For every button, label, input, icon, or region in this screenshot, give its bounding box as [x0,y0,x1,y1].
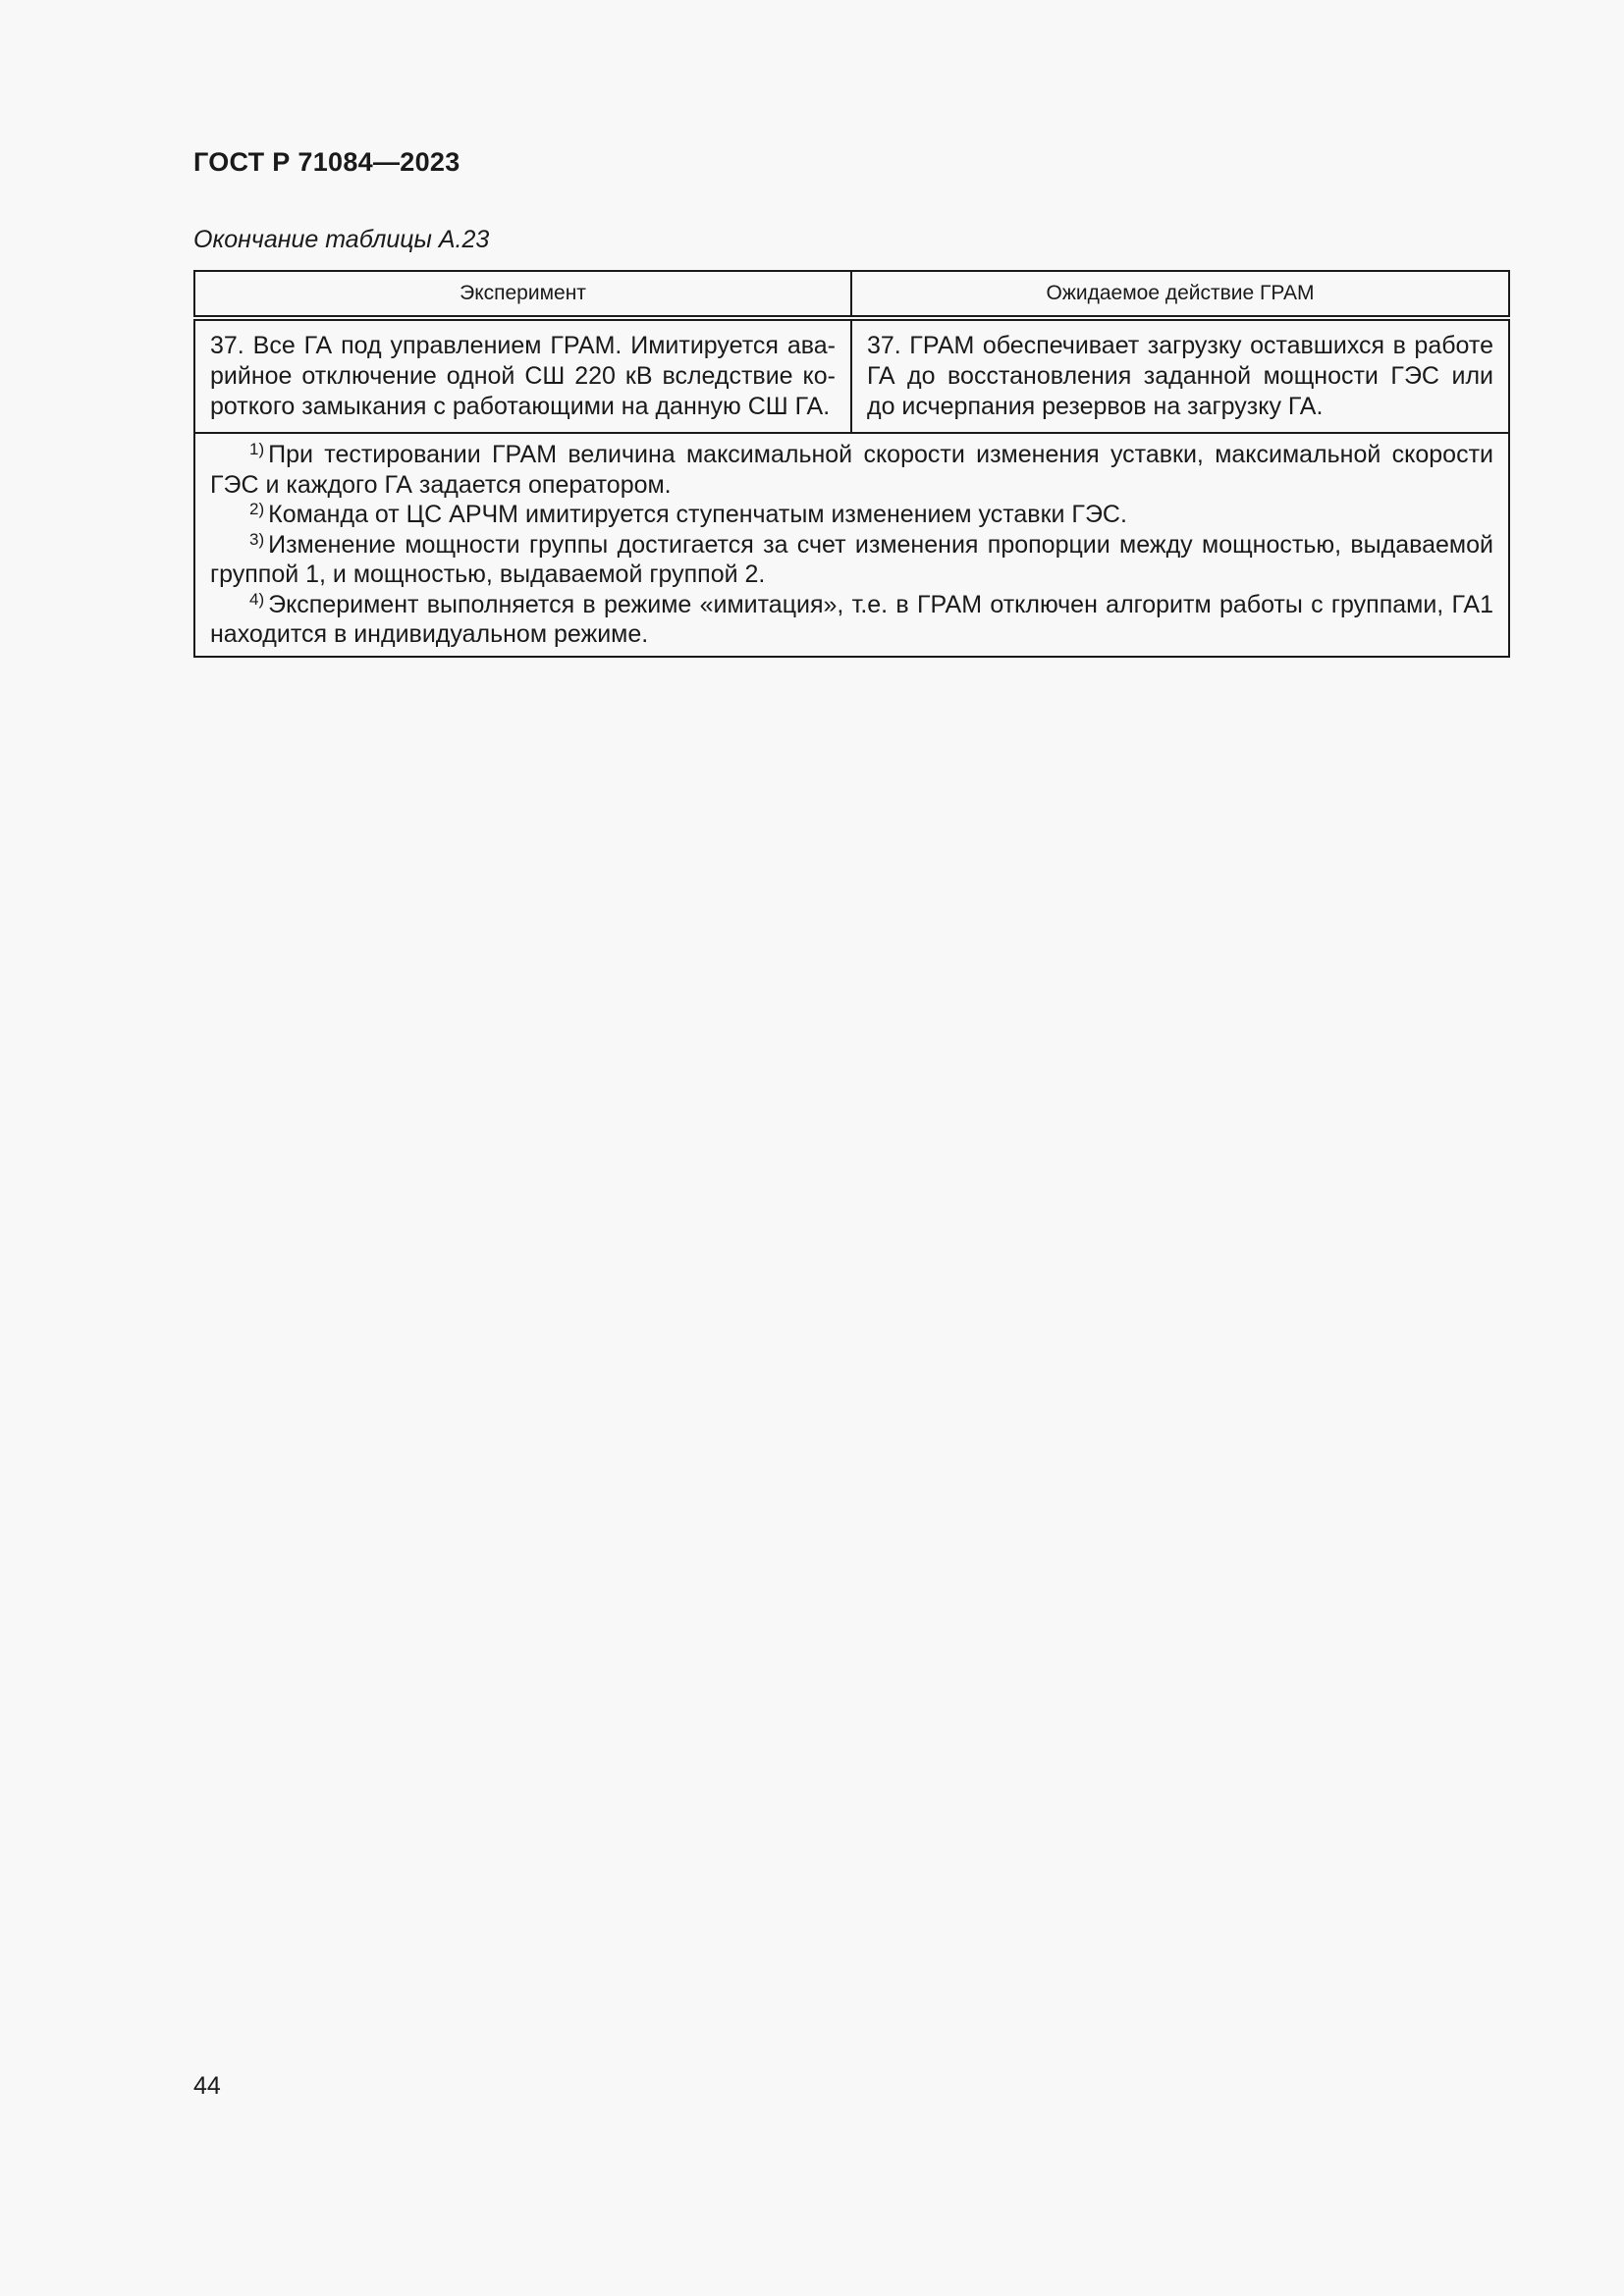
footnote-text: Команда от ЦС АРЧМ имитируется ступенчатым изменением уставки ГЭС. [268,501,1127,528]
footnote-mark: 2) [249,500,265,518]
table-row [194,318,1509,433]
footnote-mark: 1) [249,440,265,458]
footnote [210,500,1493,530]
footnote [210,590,1493,650]
document-code: ГОСТ Р 71084—2023 [193,147,460,177]
footnote [210,440,1493,500]
footnote-text: Изменение мощности группы достигается за счет изменения пропорции между мощностью, выдаваемой группой 1, и мощностью, выдаваемой группой 2. [210,530,1493,588]
table-header-row [194,271,1509,318]
table-caption: Окончание таблицы А.23 [193,226,490,253]
experiment-table [193,270,1510,658]
footnote-mark: 4) [249,589,265,609]
table-notes-row [194,433,1509,657]
footnote-text: Эксперимент выполняется в режиме «имитация», т.е. в ГРАМ отключен алгоритм работы с группами, ГА1 находится в индивидуальном режиме. [210,590,1493,648]
column-header-expected-action: Ожидаемое действие ГРАМ [851,271,1509,318]
experiment-cell: 37. Все ГА под управлением ГРАМ. Имитируется аварийное отключение одной СШ 220 кВ вследствие короткого замыкания с работающими на данную СШ ГА. [194,318,851,433]
footnote [210,530,1493,590]
expected-action-cell: 37. ГРАМ обеспечивает загрузку оставшихся в работе ГА до восстановления заданной мощности ГЭС или до исчерпания резервов на загрузку ГА. [851,318,1509,433]
footnote-text: При тестировании ГРАМ величина максимальной скорости изменения уставки, максимальной скорости ГЭС и каждого ГА задается оператором. [210,441,1493,499]
page-number: 44 [193,2072,221,2100]
footnote-mark: 3) [249,529,265,549]
column-header-experiment: Эксперимент [194,271,851,318]
table-notes [194,433,1509,657]
